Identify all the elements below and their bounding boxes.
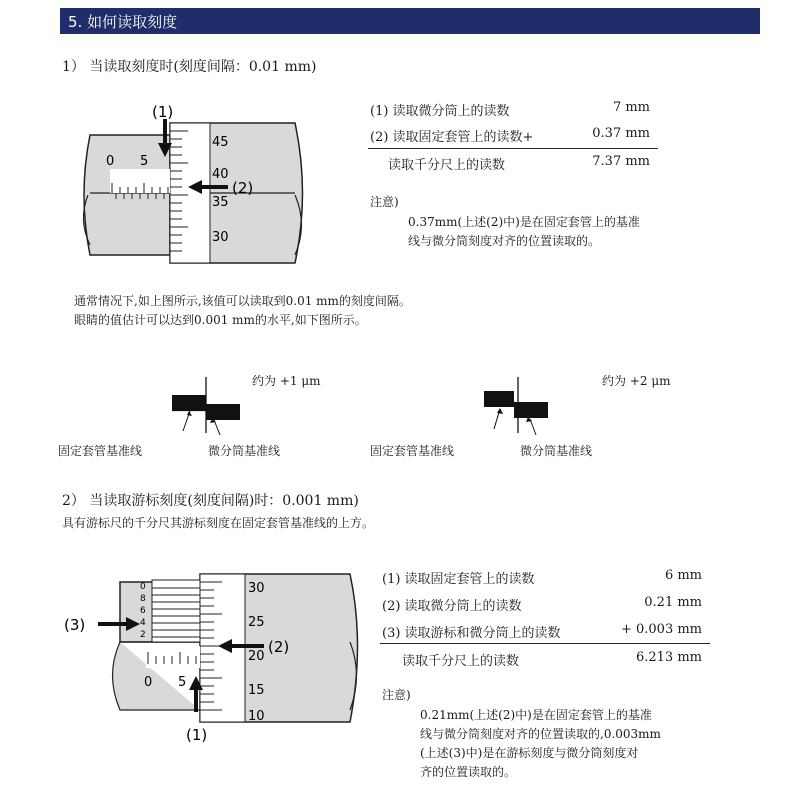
reading-total-label: 读取千分尺上的读数 bbox=[388, 158, 506, 173]
subsection-1-title: 1） 当读取刻度时(刻度间隔：0.01 mm) bbox=[62, 59, 317, 75]
note-line: 0.37mm(上述(2)中)是在固定套管上的基准 bbox=[408, 215, 640, 229]
reading-row-label: (2) 读取微分筒上的读数 bbox=[382, 599, 522, 614]
reading-row-value: 7 mm bbox=[612, 100, 650, 115]
callout-2-label: (2) bbox=[232, 179, 254, 197]
callout-2-label: (2) bbox=[268, 638, 290, 656]
paragraph-line: 眼睛的值估计可以达到0.001 mm的水平,如下图所示。 bbox=[74, 313, 367, 327]
table-rule bbox=[380, 643, 710, 644]
fixed-baseline-label: 固定套管基准线 bbox=[370, 444, 455, 458]
sleeve-number: 0 bbox=[106, 154, 115, 169]
thimble-number: 40 bbox=[212, 167, 229, 182]
section-title: 5. 如何读取刻度 bbox=[68, 13, 178, 31]
note-title: 注意) bbox=[370, 195, 399, 209]
note-title: 注意) bbox=[382, 688, 411, 702]
estimate-diagram-right bbox=[462, 375, 582, 445]
callout-1-label: (1) bbox=[186, 726, 208, 744]
note-line: 线与微分筒刻度对齐的位置读取的,0.003mm bbox=[420, 727, 661, 741]
callout-1-label: (1) bbox=[152, 103, 174, 121]
paragraph-line: 通常情况下,如上图所示,该值可以读取到0.01 mm的刻度间隔。 bbox=[74, 294, 411, 308]
sleeve-number: 5 bbox=[140, 154, 149, 169]
reading-row-value: 6 mm bbox=[664, 568, 702, 583]
thimble-number: 10 bbox=[248, 709, 265, 724]
thimble-number: 20 bbox=[248, 649, 265, 664]
note-line: 线与微分筒刻度对齐的位置读取的。 bbox=[408, 234, 601, 248]
approx-label-left: 约为 +1 μm bbox=[252, 374, 321, 388]
reading-total-label: 读取千分尺上的读数 bbox=[402, 654, 520, 669]
reading-row-label: (3) 读取游标和微分筒上的读数 bbox=[382, 626, 561, 641]
subsection-2-intro: 具有游标尺的千分尺其游标刻度在固定套管基准线的上方。 bbox=[62, 516, 375, 530]
thimble-number: 30 bbox=[248, 581, 265, 596]
thimble-number: 25 bbox=[248, 615, 265, 630]
note-line: 0.21mm(上述(2)中)是在固定套管上的基准 bbox=[420, 708, 652, 722]
vernier-number: 8 bbox=[140, 594, 146, 604]
note-line: (上述(3)中)是在游标刻度与微分筒刻度对 bbox=[420, 746, 639, 760]
vernier-number: 2 bbox=[140, 630, 146, 640]
reading-row-label: (1) 读取微分筒上的读数 bbox=[370, 104, 510, 119]
vernier-number: 6 bbox=[140, 606, 146, 616]
note-line: 齐的位置读取的。 bbox=[420, 765, 517, 779]
sleeve-number: 0 bbox=[144, 675, 153, 690]
thimble-number: 35 bbox=[212, 195, 229, 210]
table-rule bbox=[368, 148, 658, 149]
approx-label-right: 约为 +2 μm bbox=[602, 374, 671, 388]
thimble-number: 15 bbox=[248, 683, 265, 698]
estimate-diagram-left bbox=[150, 375, 270, 445]
reading-total-value: 6.213 mm bbox=[635, 650, 702, 665]
vernier-number: 4 bbox=[140, 618, 146, 628]
micrometer-diagram-2 bbox=[60, 560, 360, 750]
fixed-baseline-label: 固定套管基准线 bbox=[58, 444, 143, 458]
thimble-number: 30 bbox=[212, 230, 229, 245]
reading-row-label: (2) 读取固定套管上的读数+ bbox=[370, 130, 534, 145]
reading-row-value: + 0.003 mm bbox=[620, 622, 702, 637]
reading-row-label: (1) 读取固定套管上的读数 bbox=[382, 572, 535, 587]
thimble-baseline-label: 微分筒基准线 bbox=[208, 444, 281, 458]
reading-row-value: 0.21 mm bbox=[644, 595, 702, 610]
subsection-2-title: 2） 当读取游标刻度(刻度间隔)时：0.001 mm) bbox=[62, 493, 359, 509]
reading-total-value: 7.37 mm bbox=[592, 154, 650, 169]
callout-3-label: (3) bbox=[64, 616, 86, 634]
sleeve-number: 5 bbox=[178, 675, 187, 690]
reading-row-value: 0.37 mm bbox=[592, 126, 650, 141]
thimble-number: 45 bbox=[212, 135, 229, 150]
thimble-baseline-label: 微分筒基准线 bbox=[520, 444, 593, 458]
micrometer-diagram-1 bbox=[70, 95, 330, 280]
vernier-number: 0 bbox=[140, 582, 146, 592]
